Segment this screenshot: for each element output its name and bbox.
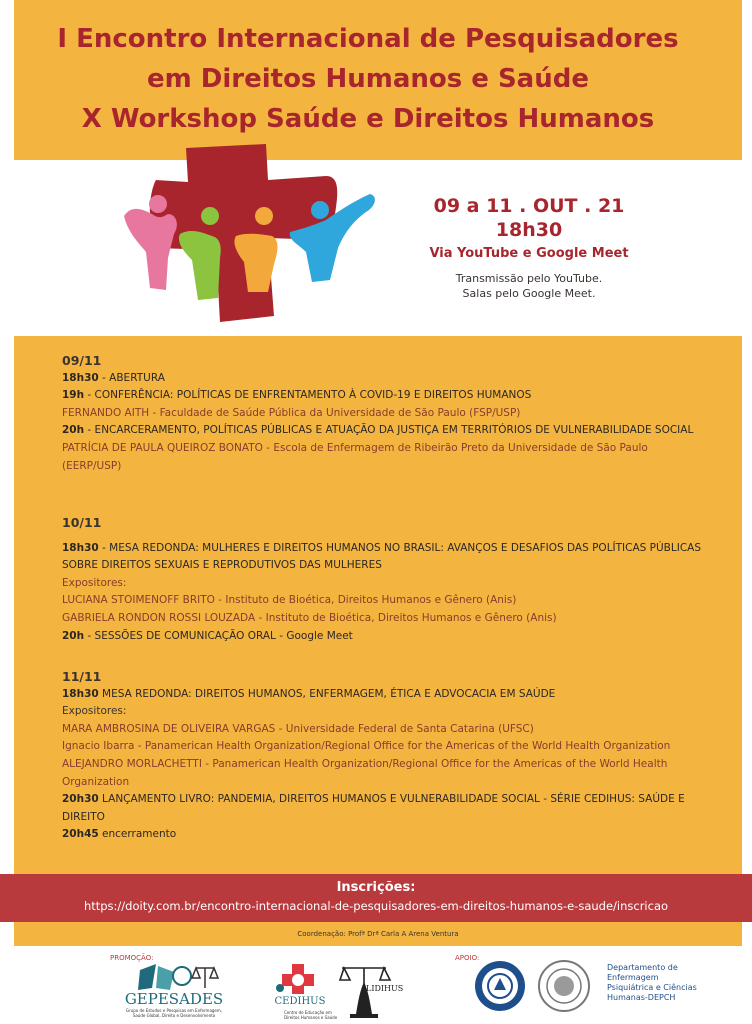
- item-time: 20h45: [62, 828, 99, 841]
- cedihus-logo-icon: [270, 960, 330, 996]
- speaker-line: LUCIANA STOIMENOFF BRITO - Instituto de Bioética, Direitos Humanos e Gênero (Anis): [62, 594, 517, 607]
- registration-link[interactable]: https://doity.com.br/encontro-internacional-de-pesquisadores-em-direitos-humanos-e-saude/inscricao: [83, 899, 669, 913]
- exhibitors-label: Expositores:: [62, 705, 127, 718]
- item-title: MESA REDONDA: DIREITOS HUMANOS, ENFERMAGEM, ÉTICA E ADVOCACIA EM SAÚDE: [98, 687, 556, 700]
- event-platform: Via YouTube e Google Meet: [429, 246, 629, 261]
- speaker-line: PATRÍCIA DE PAULA QUEIROZ BONATO - Escola de Enfermagem de Ribeirão Preto da Universidade de São Paulo (EERP/USP): [62, 441, 648, 472]
- item-time: 20h: [62, 424, 85, 437]
- lidihus-logo: [336, 960, 404, 1022]
- program-item: [62, 422, 702, 440]
- item-time: 18h30: [62, 371, 99, 384]
- program-item: [62, 370, 702, 388]
- program-item: [62, 540, 702, 575]
- speaker-line: Ignacio Ibarra - Panamerican Health Organization/Regional Office for the Americas of the World Health Organization: [62, 740, 671, 753]
- program-item: [62, 628, 702, 646]
- day-date: 11/11: [62, 669, 102, 684]
- item-time: 19h: [62, 389, 85, 402]
- item-time: 18h30: [62, 541, 99, 554]
- usp-seal-icon: [538, 960, 590, 1012]
- event-time: 18h30: [495, 219, 563, 241]
- coordination-credit: Coordenação: Profª Drª Carla A Arena Ventura: [14, 922, 742, 946]
- event-info: [414, 194, 644, 301]
- program-item: [62, 826, 702, 844]
- day-block-1011: [62, 514, 702, 645]
- day-block-1111: [62, 668, 702, 844]
- program-item: [62, 387, 702, 405]
- gepesades-logo-icon: [122, 962, 226, 992]
- cedihus-logo: [270, 960, 338, 1020]
- item-title: - MESA REDONDA: MULHERES E DIREITOS HUMANOS NO BRASIL: AVANÇOS E DESAFIOS DAS POLÍTICAS PÚBLICAS SOBRE DIREITOS SEXUAIS E REPRODUTIVOS DAS MULHERES: [62, 541, 702, 572]
- event-dates: 09 a 11 . OUT . 21: [433, 195, 625, 217]
- item-title: LANÇAMENTO LIVRO: PANDEMIA, DIREITOS HUMANOS E VULNERABILIDADE SOCIAL - SÉRIE CEDIHUS: SAÚDE E DIREITO: [62, 793, 685, 823]
- speaker-line: ALEJANDRO MORLACHETTI - Panamerican Health Organization/Regional Office for the Americas of the World Health Organization: [62, 757, 668, 788]
- support-label: APOIO:: [455, 954, 480, 962]
- day-date: 10/11: [62, 515, 102, 530]
- item-title: - CONFERÊNCIA: POLÍTICAS DE ENFRENTAMENTO À COVID-19 E DIREITOS HUMANOS: [84, 389, 532, 402]
- exhibitors-label: Expositores:: [62, 576, 127, 589]
- day-block-0911: [62, 352, 702, 475]
- lidihus-name: LIDIHUS: [366, 984, 404, 993]
- promotion-label: PROMOÇÃO:: [110, 954, 154, 962]
- event-title-line2: em Direitos Humanos e Saúde: [147, 64, 589, 94]
- program-item: [62, 791, 702, 826]
- transmission-meet: Salas pelo Google Meet.: [462, 287, 596, 300]
- item-time: 20h: [62, 629, 85, 642]
- day-date: 09/11: [62, 353, 102, 368]
- speaker-line: FERNANDO AITH - Faculdade de Saúde Pública da Universidade de São Paulo (FSP/USP): [62, 406, 521, 419]
- speaker-line: GABRIELA RONDON ROSSI LOUZADA - Instituto de Bioética, Direitos Humanos e Gênero (Anis): [62, 611, 557, 624]
- gepesades-logo: [122, 962, 226, 1020]
- transmission-youtube: Transmissão pelo YouTube.: [455, 272, 603, 285]
- item-time: 18h30: [62, 687, 99, 700]
- header-banner: [14, 0, 742, 160]
- depch-department-name: Departamento de Enfermagem Psiquiátrica e Ciências Humanas-DEPCH: [607, 963, 697, 1002]
- program-schedule: [14, 336, 742, 874]
- item-title: encerramento: [98, 828, 177, 841]
- event-title-line1: I Encontro Internacional de Pesquisadores: [57, 24, 679, 54]
- event-title-line3: X Workshop Saúde e Direitos Humanos: [81, 104, 655, 134]
- program-item: [62, 686, 702, 704]
- speaker-line: MARA AMBROSINA DE OLIVEIRA VARGAS - Universidade Federal de Santa Catarina (UFSC): [62, 722, 534, 735]
- item-title: - ENCARCERAMENTO, POLÍTICAS PÚBLICAS E ATUAÇÃO DA JUSTIÇA EM TERRITÓRIOS DE VULNERABILIDADE SOCIAL: [84, 424, 694, 437]
- item-title: - SESSÕES DE COMUNICAÇÃO ORAL - Google Meet: [84, 629, 353, 642]
- university-seal-icon: [474, 960, 526, 1012]
- gepesades-subtitle: Grupo de Estudos e Pesquisas em Enfermagem, Saúde Global, Direito e Desenvolvimento: [125, 1008, 223, 1018]
- cedihus-name: CEDIHUS: [274, 996, 326, 1007]
- people-cross-logo-icon: [116, 140, 386, 326]
- gepesades-name: GEPESADES: [124, 990, 224, 1008]
- item-title: - ABERTURA: [98, 371, 165, 384]
- item-time: 20h30: [62, 793, 99, 806]
- sponsors-footer: [0, 946, 752, 1024]
- registration-band: [0, 874, 752, 922]
- cedihus-subtitle: Centro de Educação em Direitos Humanos e Saúde: [284, 1010, 338, 1020]
- registration-title: Inscrições:: [336, 880, 416, 895]
